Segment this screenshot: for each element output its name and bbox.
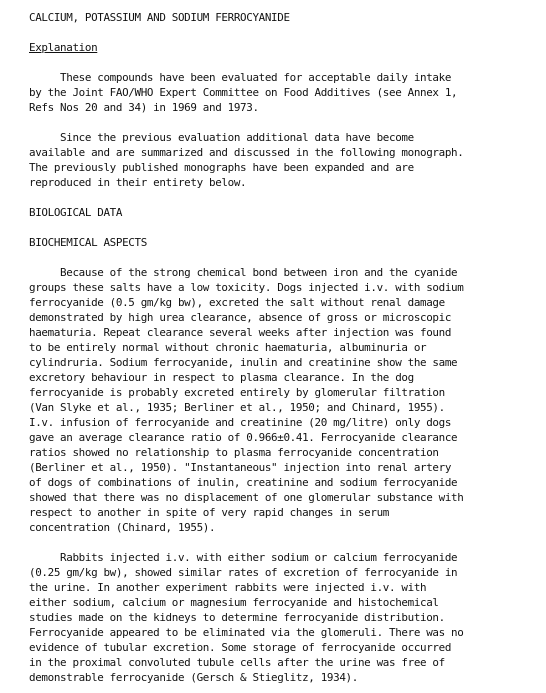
text-line: groups these salts have a low toxicity. Dogs injected i.v. with sodium <box>29 281 464 294</box>
text-line: showed that there was no displacement of one glomerular substance with <box>29 491 464 504</box>
text-line: evidence of tubular excretion. Some storage of ferrocyanide occurred <box>29 641 452 654</box>
text-line: cylindruria. Sodium ferrocyanide, inulin and creatinine show the same <box>29 356 458 369</box>
text-line: the urine. In another experiment rabbits were injected i.v. with <box>29 581 427 594</box>
biological-data-heading: BIOLOGICAL DATA <box>29 206 123 219</box>
text-line: ferrocyanide is probably excreted entirely by glomerular filtration <box>29 386 445 399</box>
text-line: by the Joint FAO/WHO Expert Committee on Food Additives (see Annex 1, <box>29 86 458 99</box>
explanation-paragraph-1 <box>29 70 541 115</box>
explanation-paragraph-2 <box>29 130 541 190</box>
text-line: I.v. infusion of ferrocyanide and creatinine (20 mg/litre) only dogs <box>29 416 452 429</box>
text-line: ferrocyanide (0.5 gm/kg bw), excreted the salt without renal damage <box>29 296 445 309</box>
text-line: respect to another in spite of very rapid changes in serum <box>29 506 389 519</box>
text-line: demonstrable ferrocyanide (Gersch & Stieglitz, 1934). <box>29 671 358 684</box>
text-line: Ferrocyanide appeared to be eliminated via the glomeruli. There was no <box>29 626 464 639</box>
explanation-heading: Explanation <box>29 41 98 54</box>
text-line: demonstrated by high urea clearance, absence of gross or microscopic <box>29 311 452 324</box>
text-line: in the proximal convoluted tubule cells after the urine was free of <box>29 656 445 669</box>
text-line: available and are summarized and discussed in the following monograph. <box>29 146 464 159</box>
text-line: excretory behaviour in respect to plasma clearance. In the dog <box>29 371 414 384</box>
text-line: Rabbits injected i.v. with either sodium or calcium ferrocyanide <box>29 551 458 564</box>
text-line: ratios showed no relationship to plasma ferrocyanide concentration <box>29 446 439 459</box>
text-line: The previously published monographs have been expanded and are <box>29 161 414 174</box>
text-line: to be entirely normal without chronic haematuria, albuminuria or <box>29 341 427 354</box>
text-line: reproduced in their entirety below. <box>29 176 247 189</box>
text-line: (Van Slyke et al., 1935; Berliner et al., 1950; and Chinard, 1955). <box>29 401 445 414</box>
text-line: (Berliner et al., 1950). "Instantaneous" injection into renal artery <box>29 461 452 474</box>
text-line: Refs Nos 20 and 34) in 1969 and 1973. <box>29 101 259 114</box>
text-line: haematuria. Repeat clearance several weeks after injection was found <box>29 326 452 339</box>
text-line: studies made on the kidneys to determine ferrocyanide distribution. <box>29 611 445 624</box>
text-line: These compounds have been evaluated for acceptable daily intake <box>29 71 452 84</box>
biochemical-paragraph-1 <box>29 265 541 535</box>
text-line: Because of the strong chemical bond between iron and the cyanide <box>29 266 458 279</box>
text-line: of dogs of combinations of inulin, creatinine and sodium ferrocyanide <box>29 476 458 489</box>
biochemical-paragraph-2 <box>29 550 541 685</box>
document-title: CALCIUM, POTASSIUM AND SODIUM FERROCYANIDE <box>29 11 290 24</box>
text-line: (0.25 gm/kg bw), showed similar rates of excretion of ferrocyanide in <box>29 566 458 579</box>
biochemical-aspects-heading: BIOCHEMICAL ASPECTS <box>29 236 147 249</box>
text-line: either sodium, calcium or magnesium ferrocyanide and histochemical <box>29 596 439 609</box>
document-page <box>29 10 541 685</box>
text-line: gave an average clearance ratio of 0.966±0.41. Ferrocyanide clearance <box>29 431 458 444</box>
text-line: concentration (Chinard, 1955). <box>29 521 216 534</box>
text-line: Since the previous evaluation additional data have become <box>29 131 414 144</box>
